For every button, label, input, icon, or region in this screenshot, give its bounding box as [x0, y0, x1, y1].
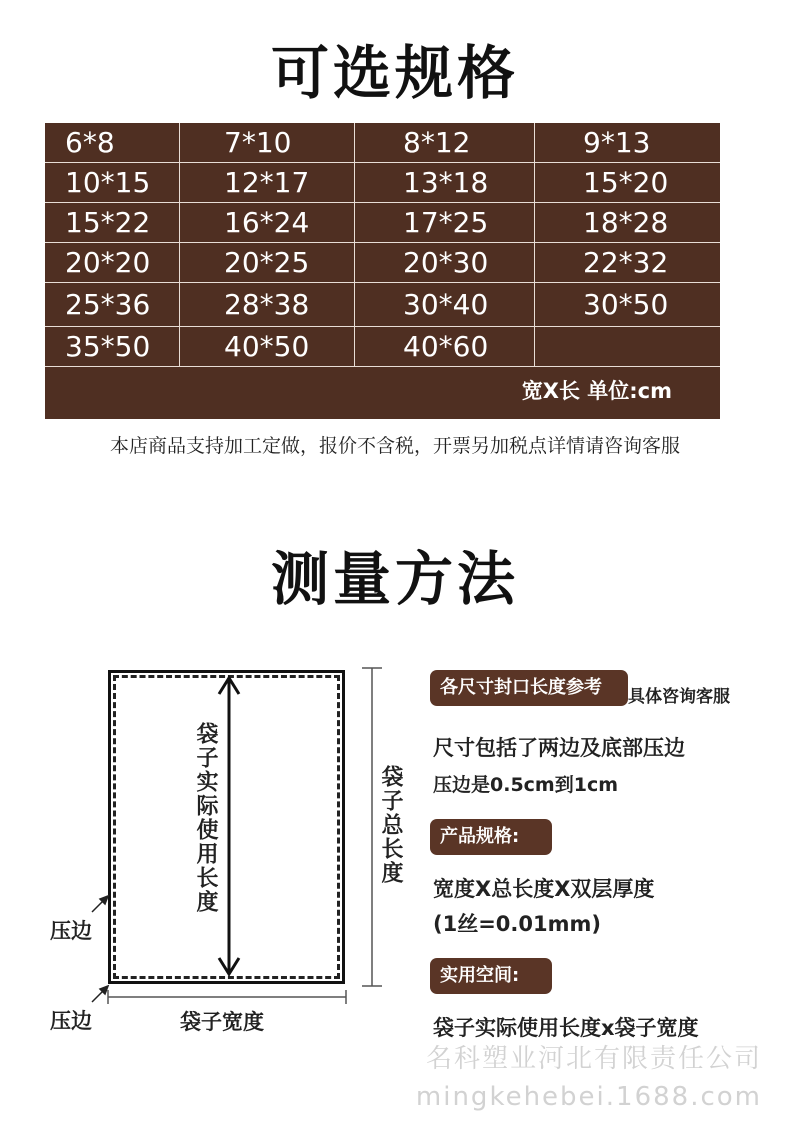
watermark-url: mingkehebei.1688.com	[415, 1082, 762, 1112]
size-cell: 7*10	[180, 123, 355, 162]
size-cell: 35*50	[45, 327, 180, 366]
size-cell: 20*20	[45, 243, 180, 282]
notice-text: 本店商品支持加工定做，报价不含税，开票另加税点详情请咨询客服	[109, 435, 680, 457]
size-cell: 30*40	[355, 283, 535, 326]
size-cell: 20*30	[355, 243, 535, 282]
spec-line-2: (1丝=0.01mm)	[433, 912, 601, 936]
spec-tag: 产品规格:	[430, 819, 552, 855]
seal-reference-note: 具体咨询客服	[628, 687, 730, 707]
size-cell: 20*25	[180, 243, 355, 282]
size-cell: 30*50	[583, 288, 669, 321]
size-cell: 17*25	[355, 203, 535, 242]
space-line-1: 袋子实际使用长度x袋子宽度	[433, 1016, 699, 1040]
unit-note: 宽X长 单位:cm	[521, 379, 672, 403]
total-length-label: 袋子总长度	[378, 765, 403, 885]
size-cell: 10*15	[45, 163, 180, 202]
size-cell: 40*50	[180, 327, 355, 366]
seal-label-top: 压边	[50, 919, 92, 943]
seal-pointer-top	[92, 896, 108, 912]
seal-reference-tag: 各尺寸封口长度参考	[430, 670, 628, 706]
inner-length-arrow	[219, 678, 239, 974]
size-cell: 13*18	[355, 163, 535, 202]
size-cell: 15*22	[45, 203, 180, 242]
size-cell: 12*17	[180, 163, 355, 202]
width-bracket	[108, 990, 346, 1004]
size-cell: 6*8	[45, 123, 180, 162]
watermark-company: 名科塑业河北有限责任公司	[425, 1044, 762, 1074]
method-title: 测量方法	[270, 545, 519, 613]
seal-label-bottom: 压边	[50, 1009, 92, 1033]
size-cell: 8*12	[355, 123, 535, 162]
size-cell: 15*20	[583, 166, 669, 199]
size-cell: 28*38	[180, 283, 355, 326]
inner-length-label: 袋子实际使用长度	[193, 722, 218, 914]
space-tag: 实用空间:	[430, 958, 552, 994]
seal-line-2: 压边是0.5cm到1cm	[433, 774, 618, 796]
spec-line-1: 宽度X总长度X双层厚度	[433, 877, 655, 901]
size-cell: 22*32	[583, 246, 669, 279]
size-cell: 40*60	[355, 327, 535, 366]
size-cell: 18*28	[583, 206, 669, 239]
size-cell: 16*24	[180, 203, 355, 242]
seal-line-1: 尺寸包括了两边及底部压边	[433, 736, 685, 760]
size-cell: 25*36	[45, 283, 180, 326]
size-cell: 9*13	[583, 126, 651, 159]
sizes-title: 可选规格	[270, 39, 519, 107]
width-label: 袋子宽度	[180, 1010, 264, 1034]
seal-pointer-bottom	[92, 986, 108, 1002]
